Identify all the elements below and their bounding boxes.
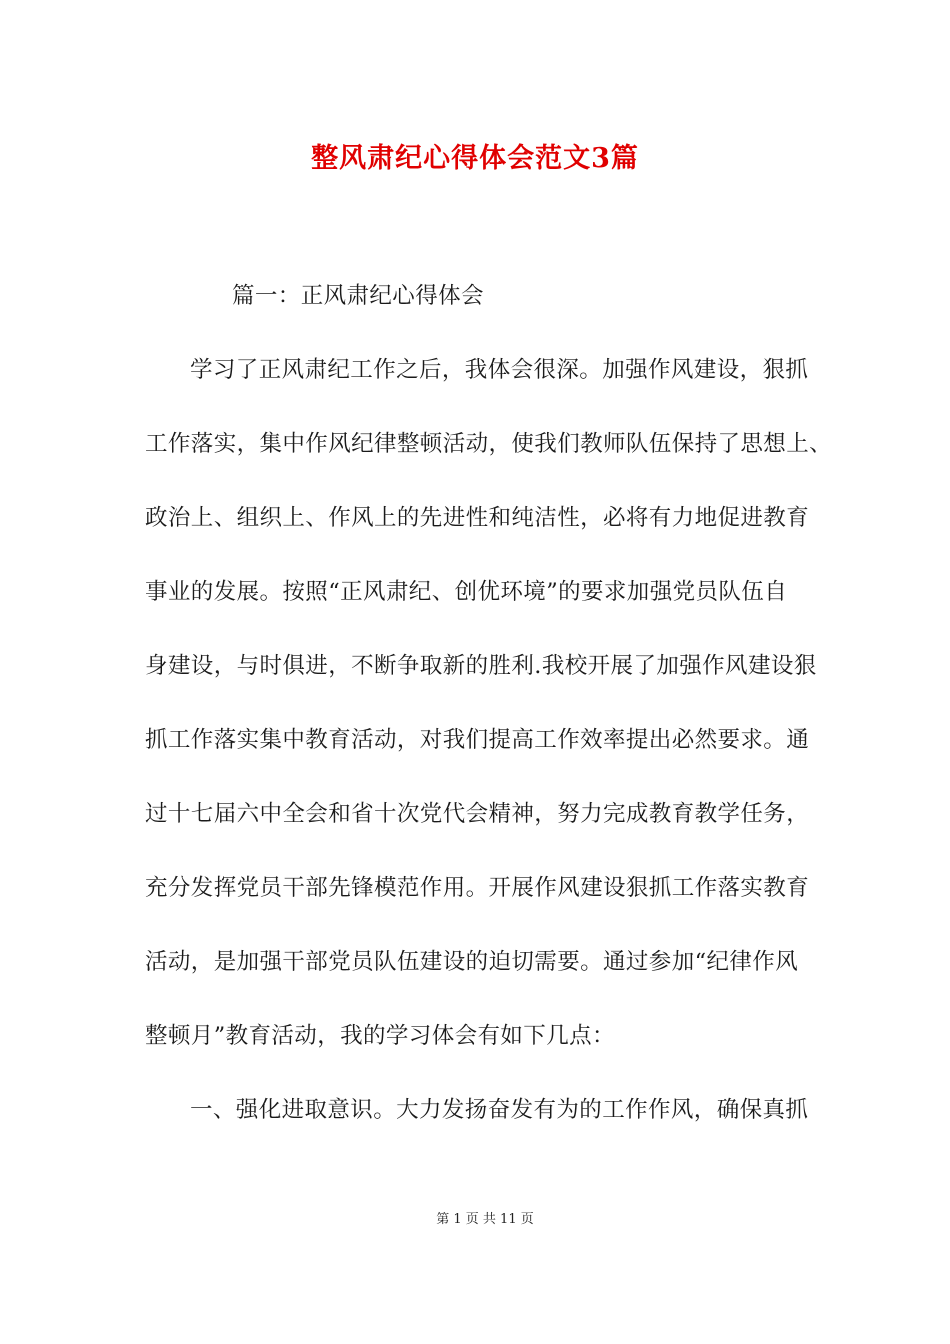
paragraph-line: 充分发挥党员干部先锋模范作用。开展作风建设狠抓工作落实教育 bbox=[145, 875, 810, 901]
paragraph-line: 抓工作落实集中教育活动，对我们提高工作效率提出必然要求。通 bbox=[145, 727, 810, 753]
paragraph-line: 学习了正风肃纪工作之后，我体会很深。加强作风建设，狠抓 bbox=[190, 357, 809, 383]
paragraph-line: 整顿月”教育活动，我的学习体会有如下几点： bbox=[145, 1023, 615, 1049]
paragraph-line: 身建设，与时俱进，不断争取新的胜利.我校开展了加强作风建设狠 bbox=[145, 653, 817, 679]
paragraph-line: 工作落实，集中作风纪律整顿活动，使我们教师队伍保持了思想上、 bbox=[145, 431, 833, 457]
paragraph-line: 过十七届六中全会和省十次党代会精神，努力完成教育教学任务， bbox=[145, 801, 810, 827]
document-title: 整风肃纪心得体会范文3篇 bbox=[311, 143, 639, 174]
paragraph-line: 活动，是加强干部党员队伍建设的迫切需要。通过参加“纪律作风 bbox=[145, 949, 799, 975]
paragraph-line: 一、强化进取意识。大力发扬奋发有为的工作作风，确保真抓 bbox=[190, 1097, 809, 1123]
page-footer: 第 1 页 共 11 页 bbox=[436, 1212, 534, 1227]
paragraph-line: 政治上、组织上、作风上的先进性和纯洁性，必将有力地促进教育 bbox=[145, 505, 810, 531]
section-heading: 篇一：正风肃纪心得体会 bbox=[232, 283, 484, 309]
paragraph-line: 事业的发展。按照“正风肃纪、创优环境”的要求加强党员队伍自 bbox=[145, 579, 788, 605]
